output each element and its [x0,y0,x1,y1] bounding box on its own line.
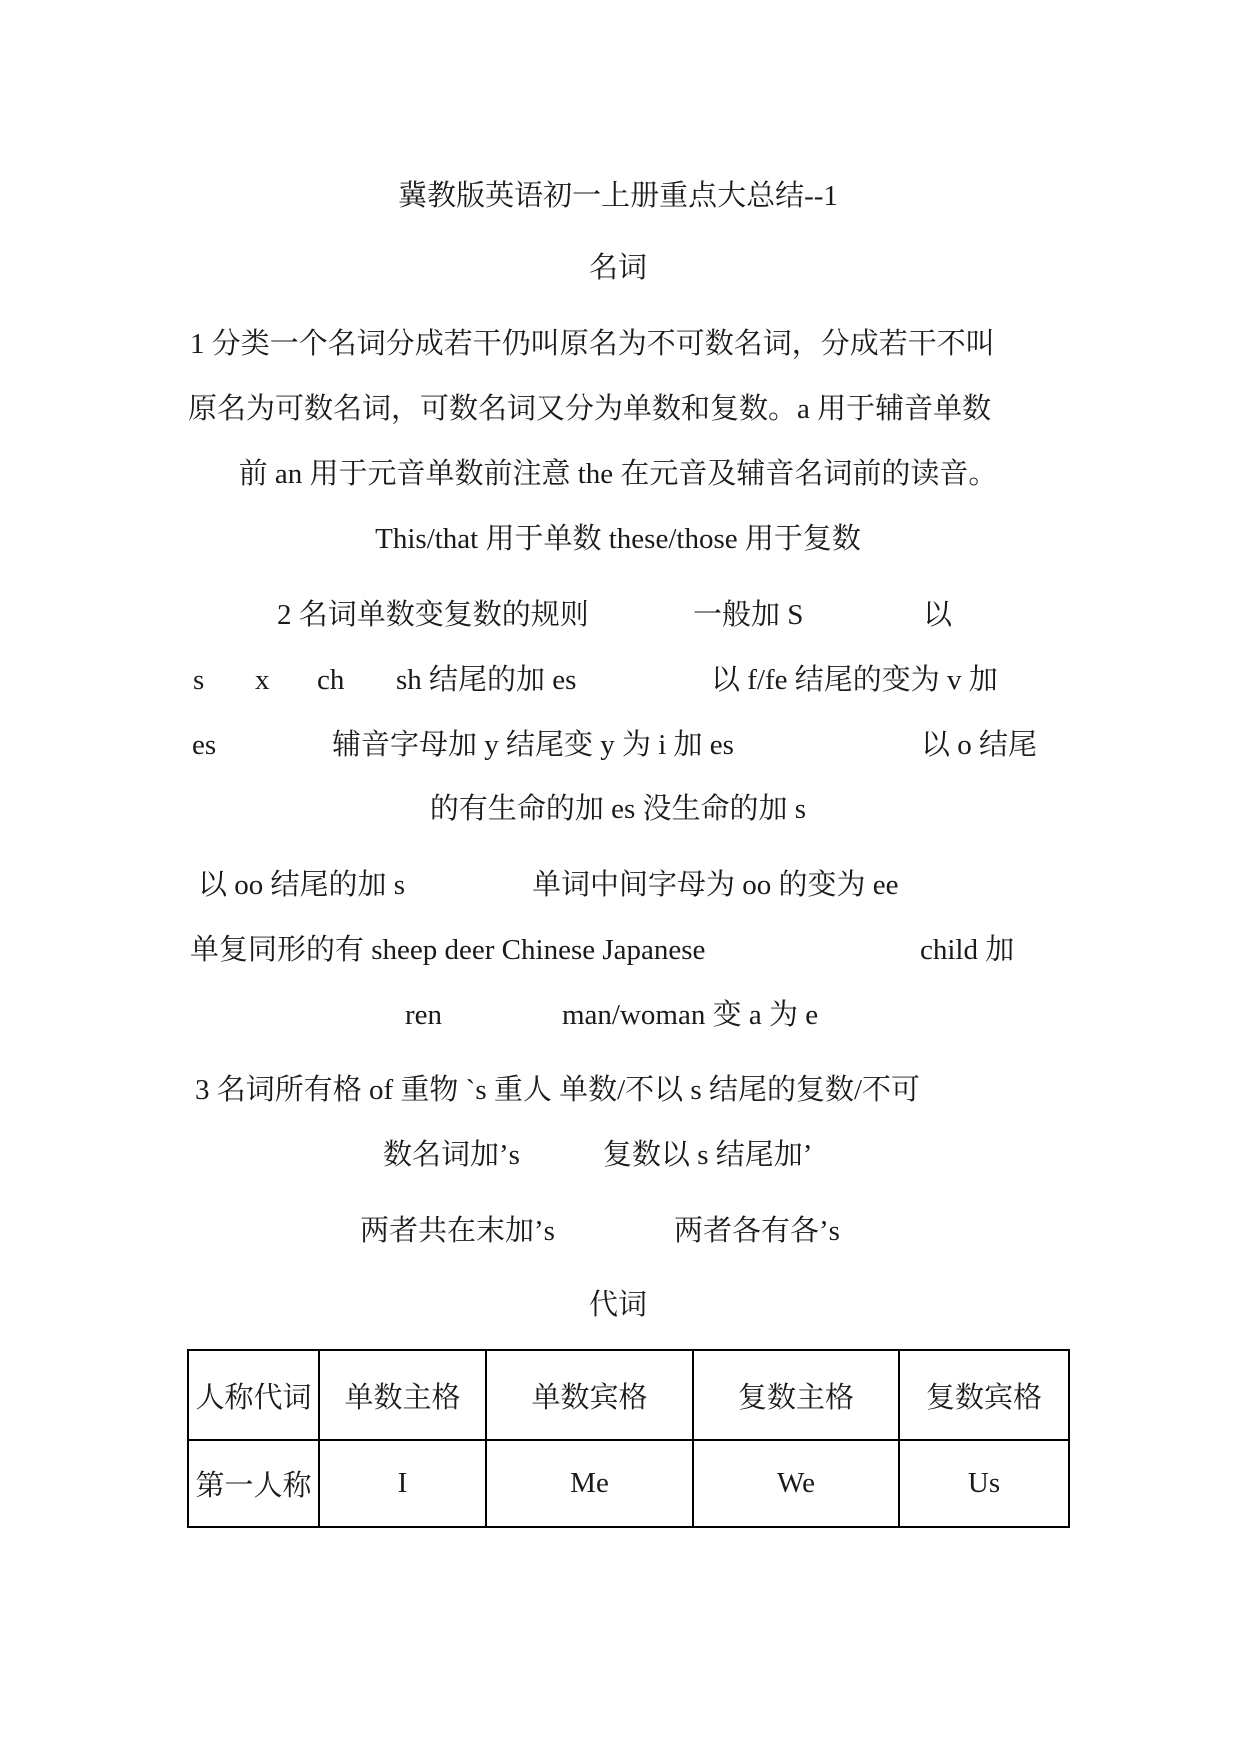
text-segment: child 加 [920,934,1015,966]
paragraph-line: 3 名词所有格 of 重物 `s 重人 单数/不以 s 结尾的复数/不可 [195,1074,921,1106]
table-header-cell: 复数宾格 [899,1350,1069,1440]
text-segment: 单词中间字母为 oo 的变为 ee [532,869,899,901]
section-heading-pronouns: 代词 [588,1289,647,1321]
table-cell: Me [486,1440,693,1527]
pronoun-table [187,1349,1070,1528]
paragraph-line [0,662,1241,698]
paragraph-line: This/that 用于单数 these/those 用于复数 [375,523,861,555]
table-header-cell: 单数主格 [319,1350,486,1440]
paragraph-line [0,1213,1241,1249]
paragraph-line: 的有生命的加 es 没生命的加 s [429,793,807,825]
text-segment: man/woman 变 a 为 e [562,999,819,1031]
table-cell: Us [899,1440,1069,1527]
table-cell: We [693,1440,899,1527]
section-heading-nouns: 名词 [588,252,647,284]
text-segment: 一般加 S [693,599,804,631]
paragraph-line [0,727,1241,763]
table-header-row [188,1350,1069,1440]
paragraph-line: 前 an 用于元音单数前注意 the 在元音及辅音名词前的读音。 [238,458,998,490]
text-segment: sh 结尾的加 es [396,664,577,696]
text-segment: 数名词加’s [383,1139,520,1171]
table-cell: I [319,1440,486,1527]
paragraph-line: 1 分类一个名词分成若干仍叫原名为不可数名词，分成若干不叫 [190,328,995,360]
text-segment: 两者共在末加’s [360,1215,555,1247]
paragraph-line [0,597,1241,633]
text-segment: 以 o 结尾 [921,729,1038,761]
table-cell: 第一人称 [188,1440,319,1527]
paragraph-line [0,867,1241,903]
text-segment: ren [405,999,443,1031]
text-segment: 单复同形的有 sheep deer Chinese Japanese [190,934,706,966]
paragraph-line [0,1137,1241,1173]
text-segment: x [255,664,270,696]
paragraph-line [0,997,1241,1033]
text-segment: ch [317,664,345,696]
paragraph-line: 原名为可数名词，可数名词又分为单数和复数。a 用于辅音单数 [188,393,992,425]
table-header-cell: 复数主格 [693,1350,899,1440]
table-row [188,1440,1069,1527]
text-segment: 以 oo 结尾的加 s [198,869,406,901]
text-segment: 两者各有各’s [674,1215,840,1247]
table-header-cell: 单数宾格 [486,1350,693,1440]
document-title: 冀教版英语初一上册重点大总结--1 [398,180,838,212]
text-segment: 2 名词单数变复数的规则 [277,599,589,631]
text-segment: 以 f/fe 结尾的变为 v 加 [711,664,998,696]
text-segment: 辅音字母加 y 结尾变 y 为 i 加 es [332,729,734,761]
text-segment: s [193,664,205,696]
text-segment: 以 [923,599,953,631]
paragraph-line [0,932,1241,968]
text-segment: es [192,729,217,761]
text-segment: 复数以 s 结尾加’ [603,1139,813,1171]
table-header-cell: 人称代词 [188,1350,319,1440]
